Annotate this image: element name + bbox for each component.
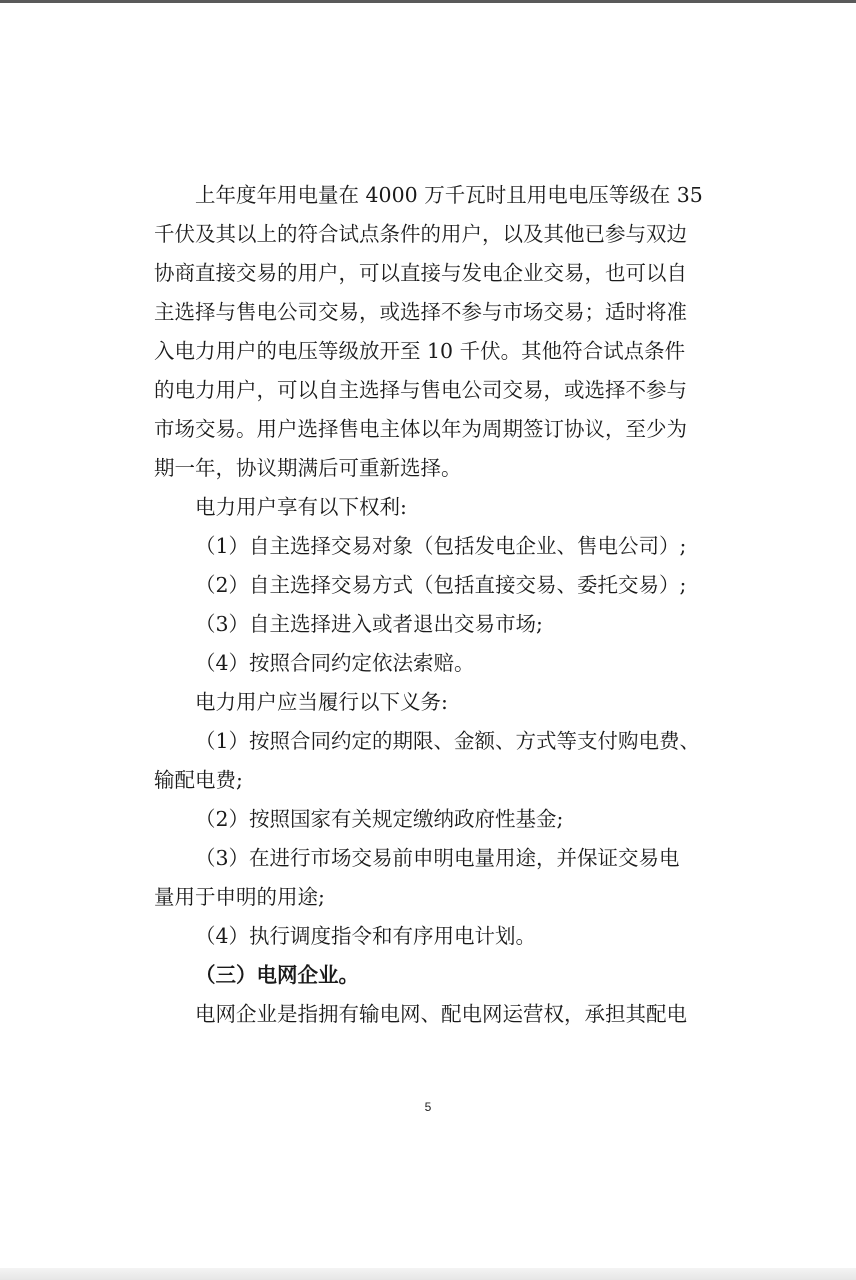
obligations-item-continued: 输配电费;: [154, 768, 243, 792]
obligations-item: （4）执行调度指令和有序用电计划。: [195, 924, 537, 948]
body-line: 上年度年用电量在 4000 万千瓦时且用电电压等级在 35: [195, 183, 703, 207]
body-line: 千伏及其以上的符合试点条件的用户，以及其他已参与双边: [154, 222, 687, 246]
body-line: 市场交易。用户选择售电主体以年为周期签订协议，至少为: [154, 417, 687, 441]
document-body: [154, 176, 714, 1034]
rights-item: （4）按照合同约定依法索赔。: [195, 651, 475, 675]
body-line: 入电力用户的电压等级放开至 10 千伏。其他符合试点条件: [154, 339, 686, 363]
body-line: 的电力用户，可以自主选择与售电公司交易，或选择不参与: [154, 378, 687, 402]
body-line: 电网企业是指拥有输电网、配电网运营权，承担其配电: [195, 1002, 687, 1026]
rights-item: （3）自主选择进入或者退出交易市场;: [195, 612, 543, 636]
page-number: 5: [424, 1100, 432, 1114]
obligations-item: （3）在进行市场交易前申明电量用途，并保证交易电: [195, 846, 680, 870]
obligations-item: （1）按照合同约定的期限、金额、方式等支付购电费、: [195, 729, 701, 753]
body-line: 主选择与售电公司交易，或选择不参与市场交易；适时将准: [154, 300, 687, 324]
body-line: 期一年，协议期满后可重新选择。: [154, 456, 462, 480]
obligations-item: （2）按照国家有关规定缴纳政府性基金;: [195, 807, 564, 831]
rights-intro: 电力用户享有以下权利:: [195, 495, 407, 519]
scan-top-edge: [0, 0, 856, 3]
section-heading: （三）电网企业。: [195, 963, 359, 987]
body-line: 协商直接交易的用户，可以直接与发电企业交易，也可以自: [154, 261, 687, 285]
rights-item: （2）自主选择交易方式（包括直接交易、委托交易）;: [195, 573, 687, 597]
obligations-intro: 电力用户应当履行以下义务:: [195, 690, 448, 714]
scan-bottom-edge: [0, 1268, 856, 1280]
obligations-item-continued: 量用于申明的用途;: [154, 885, 325, 909]
rights-item: （1）自主选择交易对象（包括发电企业、售电公司）;: [195, 534, 687, 558]
